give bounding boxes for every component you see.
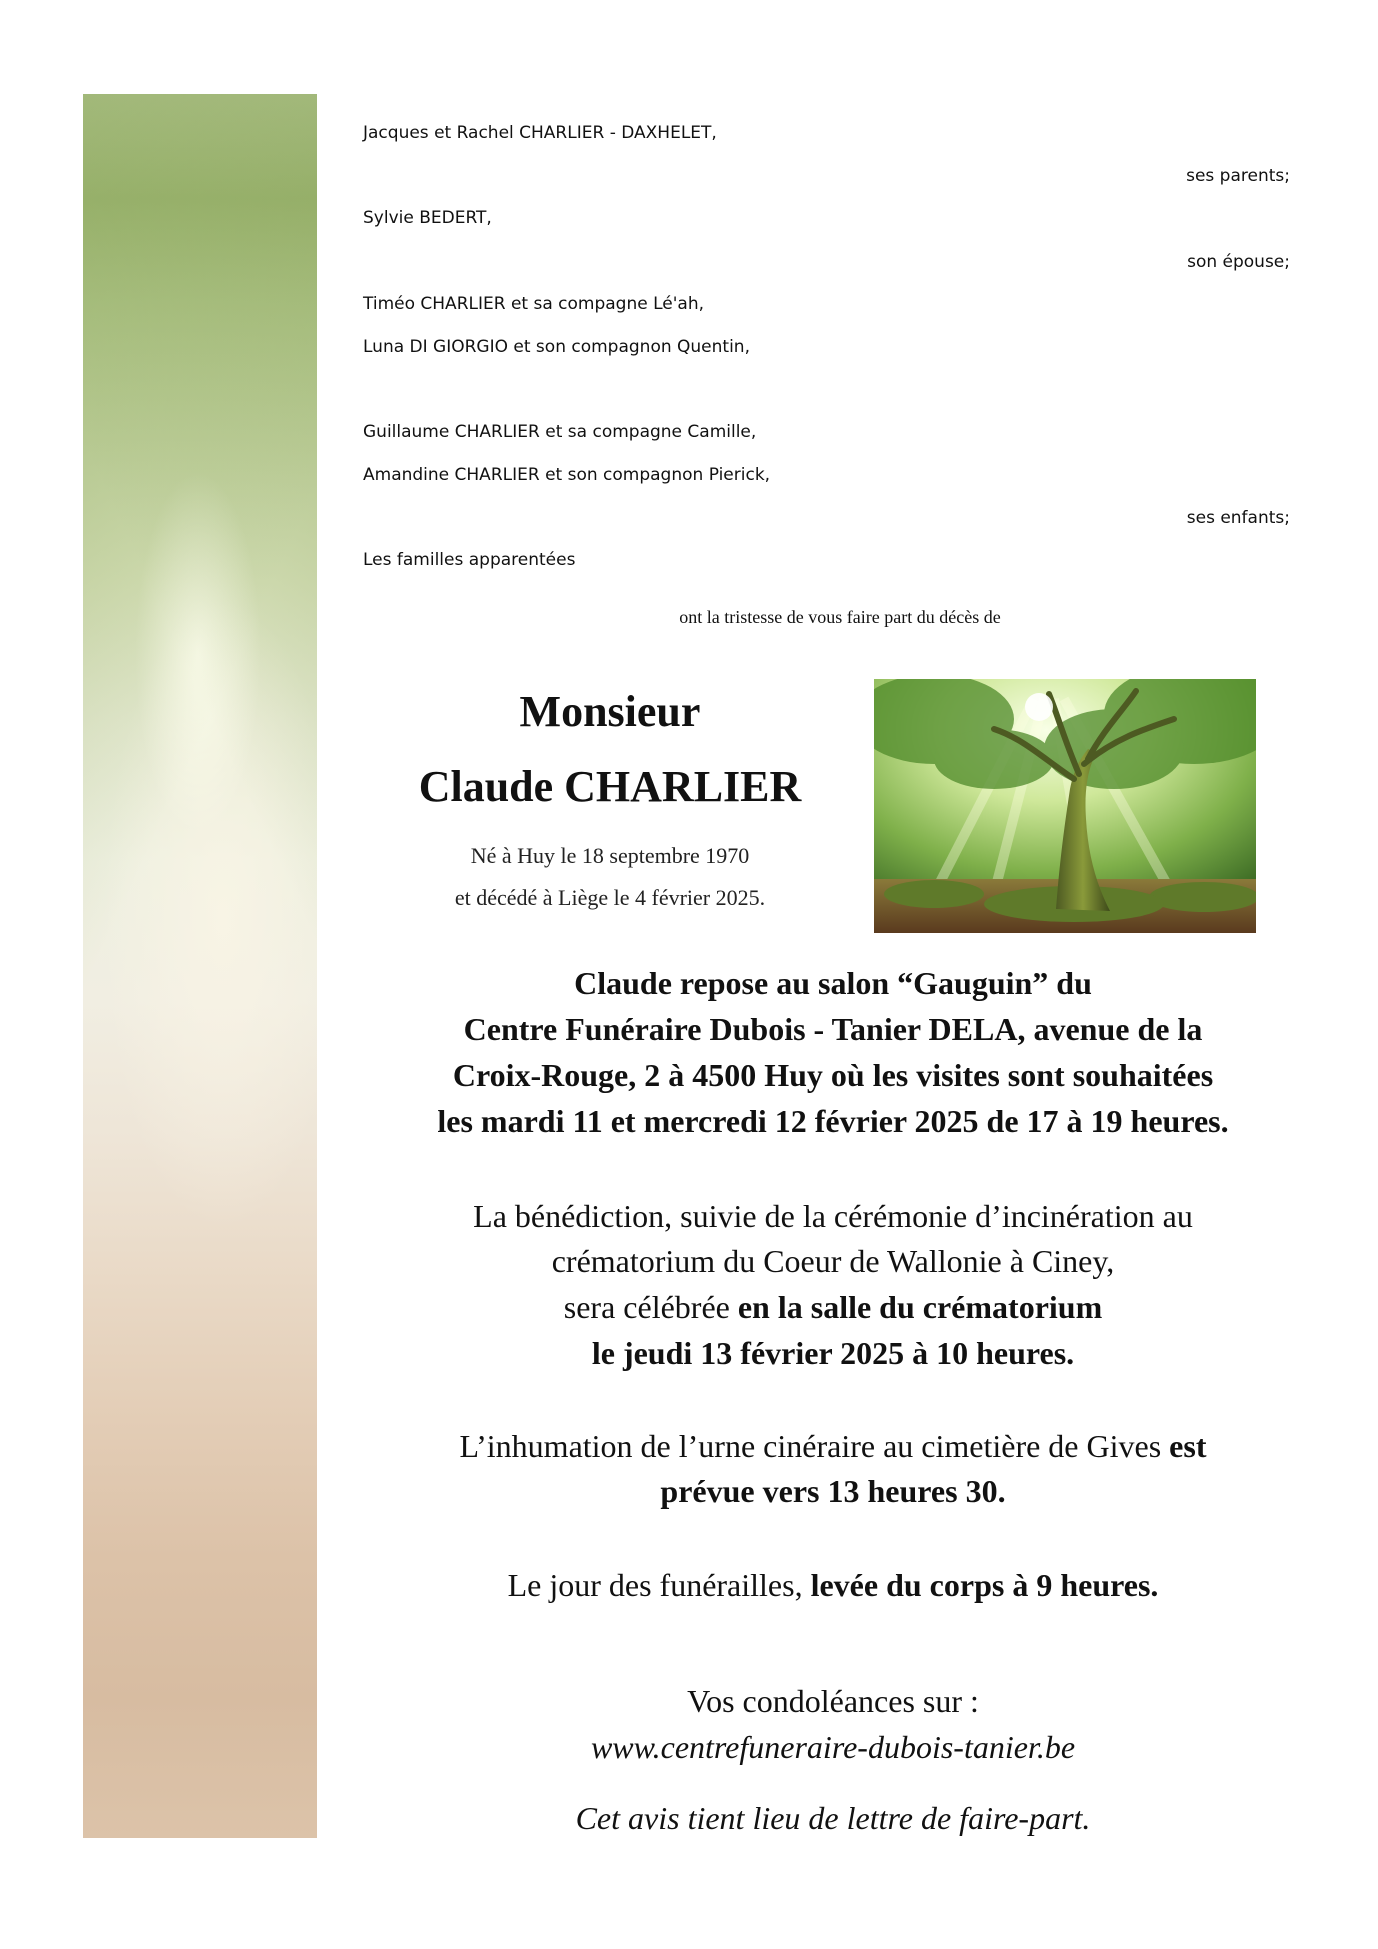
rest-line-4: les mardi 11 et mercredi 12 février 2025 de 17 à 19 heures. — [437, 1103, 1229, 1139]
burial-line-1-plain: L’inhumation de l’urne cinéraire au cimetière de Gives — [459, 1428, 1170, 1464]
rest-line-3: Croix-Rouge, 2 à 4500 Huy où les visites sont souhaitées — [452, 1057, 1214, 1093]
burial-line-2: prévue vers 13 heures 30. — [660, 1473, 1006, 1509]
rest-line-2: Centre Funéraire Dubois - Tanier DELA, avenue de la — [463, 1011, 1203, 1047]
faire-part-note: Cet avis tient lieu de lettre de faire-part. — [575, 1800, 1091, 1836]
role-spouse: son épouse; — [1187, 252, 1290, 272]
family-child-4: Amandine CHARLIER et son compagnon Pierick, — [363, 465, 771, 485]
ceremony-line-1: La bénédiction, suivie de la cérémonie d’incinération au — [473, 1198, 1193, 1234]
family-relatives: Les familles apparentées — [363, 550, 576, 570]
forest-path-side-image — [83, 94, 317, 1838]
rest-line-1: Claude repose au salon “Gauguin” du — [574, 965, 1092, 1001]
burial-line-1-bold: est — [1169, 1428, 1207, 1464]
deceased-name: Claude CHARLIER — [418, 762, 802, 811]
condolences-url[interactable]: www.centrefuneraire-dubois-tanier.be — [590, 1729, 1076, 1765]
ceremony-line-3-bold: en la salle du crématorium — [737, 1289, 1103, 1325]
funeral-line-plain: Le jour des funérailles, — [507, 1567, 811, 1603]
birth-info: Né à Huy le 18 septembre 1970 — [470, 843, 750, 868]
ceremony-line-2: crématorium du Coeur de Wallonie à Ciney, — [551, 1243, 1115, 1279]
funeral-line — [363, 1567, 1303, 1604]
deceased-title: Monsieur — [519, 687, 701, 736]
family-child-3: Guillaume CHARLIER et sa compagne Camille, — [363, 422, 757, 442]
ceremony-line-4: le jeudi 13 février 2025 à 10 heures. — [591, 1335, 1075, 1371]
role-children: ses enfants; — [1186, 508, 1290, 528]
family-parents: Jacques et Rachel CHARLIER - DAXHELET, — [363, 123, 717, 143]
announcement-text: ont la tristesse de vous faire part du décès de — [679, 607, 1001, 627]
funeral-line-bold: levée du corps à 9 heures. — [810, 1567, 1159, 1603]
family-child-1: Timéo CHARLIER et sa compagne Lé'ah, — [363, 294, 704, 314]
burial-line-1 — [363, 1428, 1303, 1465]
ceremony-line-3 — [363, 1289, 1303, 1326]
condolences-label: Vos condoléances sur : — [687, 1683, 979, 1719]
ceremony-line-3-plain: sera célébrée — [563, 1289, 738, 1325]
family-spouse: Sylvie BEDERT, — [363, 208, 492, 228]
tree-photo — [874, 679, 1256, 933]
death-info: et décédé à Liège le 4 février 2025. — [454, 885, 766, 910]
role-parents: ses parents; — [1186, 166, 1290, 186]
family-child-2: Luna DI GIORGIO et son compagnon Quentin, — [363, 337, 750, 357]
